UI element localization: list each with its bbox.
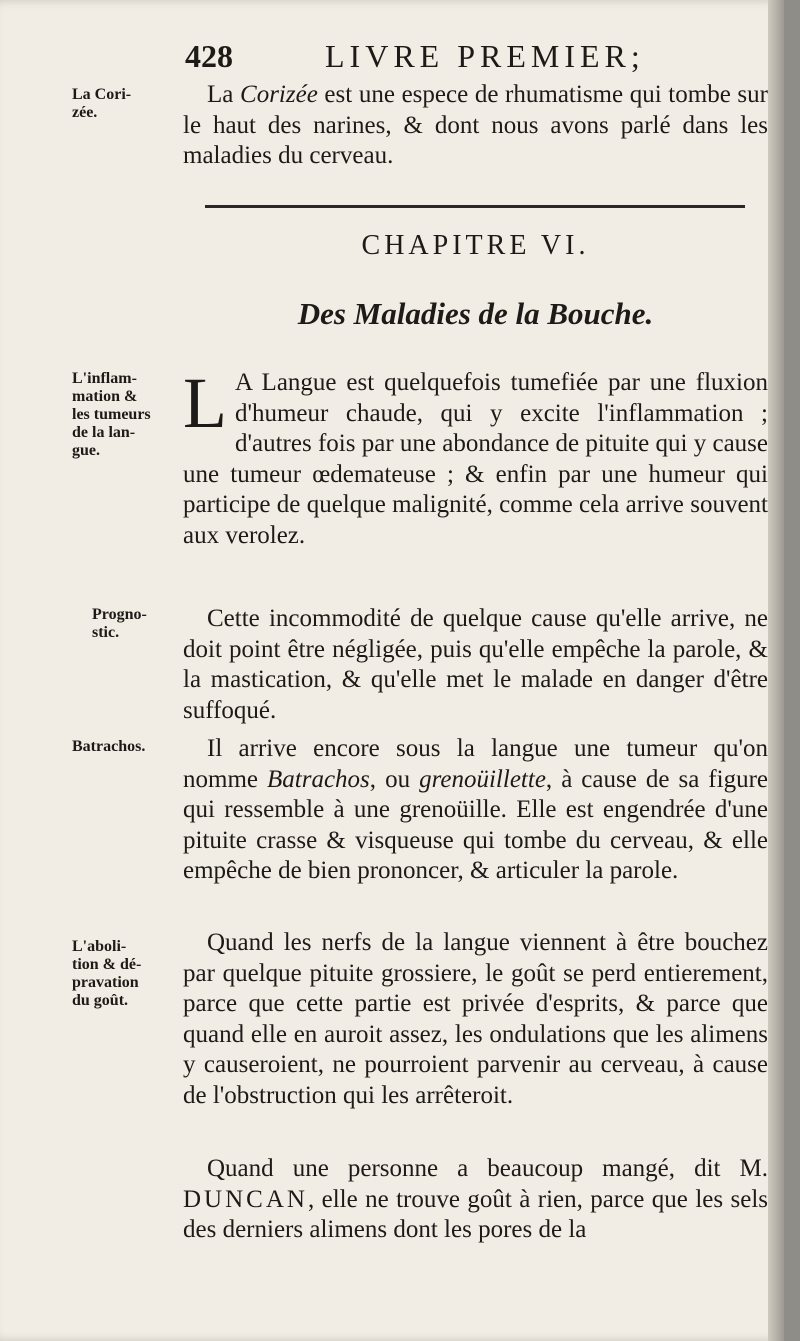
- page-gutter-shadow: [768, 0, 784, 1341]
- text-run: Quand une personne a beaucoup mangé, dit M.: [207, 1155, 768, 1182]
- text-run: A Langue est quelquefois tumefiée par une fluxion d'humeur chaude, qui y excite l'inflammation ; d'autres fois par une abondance de pituite qui y cause une tumeur œdemateuse ; & enfin par une humeur qui participe de quelque malignité, comme cela arrive souvent aux verolez.: [183, 369, 768, 549]
- drop-cap: L: [183, 363, 227, 443]
- section-divider: [205, 205, 745, 208]
- italic-term: Batrachos: [267, 765, 370, 793]
- margin-note-coriza: La Cori- zée.: [72, 86, 132, 121]
- text-run: , ou: [369, 765, 420, 793]
- margin-note-taste: L'aboli- tion & dé- pravation du goût.: [72, 938, 142, 1009]
- author-name: DUNCAN: [183, 1185, 308, 1213]
- text-run: Il arrive encore sous la langue une tumeur qu'on nomme: [183, 735, 768, 793]
- paragraph-tongue-swelling: [183, 363, 768, 551]
- page-number: 428: [185, 38, 233, 74]
- text-run: est une espece de rhumatisme qui tombe sur le haut des narines, & dont nous avons parlé dans les maladies du cerveau.: [183, 81, 768, 169]
- italic-term: grenoüillette: [419, 765, 546, 793]
- text-run: , à cause de sa figure qui ressemble à une grenoüille. Elle est engendrée d'une pituite crasse & visqueuse qui tombe du cerveau, & elle empêche de bien prononcer, & articuler la parole.: [183, 765, 768, 884]
- chapter-heading: CHAPITRE VI.: [361, 230, 590, 261]
- italic-term: Corizée: [240, 81, 318, 108]
- running-title: LIVRE PREMIER;: [325, 38, 645, 74]
- paragraph-coriza: [183, 80, 768, 172]
- page-header: [185, 38, 765, 80]
- paragraph-prognostic: Cette incommodité de quelque cause qu'elle arrive, ne doit point être négligée, puis qu'elle empêche la parole, & la mastication, & qu'elle met le malade en danger d'être suffoqué.: [183, 605, 768, 724]
- margin-note-inflammation: L'inflam- mation & les tumeurs de la lan- gue.: [72, 370, 151, 459]
- chapter-subtitle: Des Maladies de la Bouche.: [297, 296, 654, 331]
- paragraph-taste-loss: Quand les nerfs de la langue viennent à être bouchez par quelque pituite grossiere, le goût se perd entierement, parce que cette partie est privée d'esprits, & parce que quand elle en auroit assez, les ondulations que les alimens y causeroient, ne pourroient parvenir au cerveau, à cause de l'obstruction qui les arrêteroit.: [183, 929, 768, 1109]
- text-run: La: [207, 81, 241, 108]
- paragraph-batrachos: [183, 734, 768, 887]
- paragraph-duncan: [183, 1154, 768, 1246]
- margin-note-prognostic: Progno- stic.: [92, 606, 147, 641]
- text-run: , elle ne trouve goût à rien, parce que les sels des derniers alimens dont les pores de la: [183, 1185, 768, 1243]
- margin-note-batrachos: Batrachos.: [72, 738, 146, 755]
